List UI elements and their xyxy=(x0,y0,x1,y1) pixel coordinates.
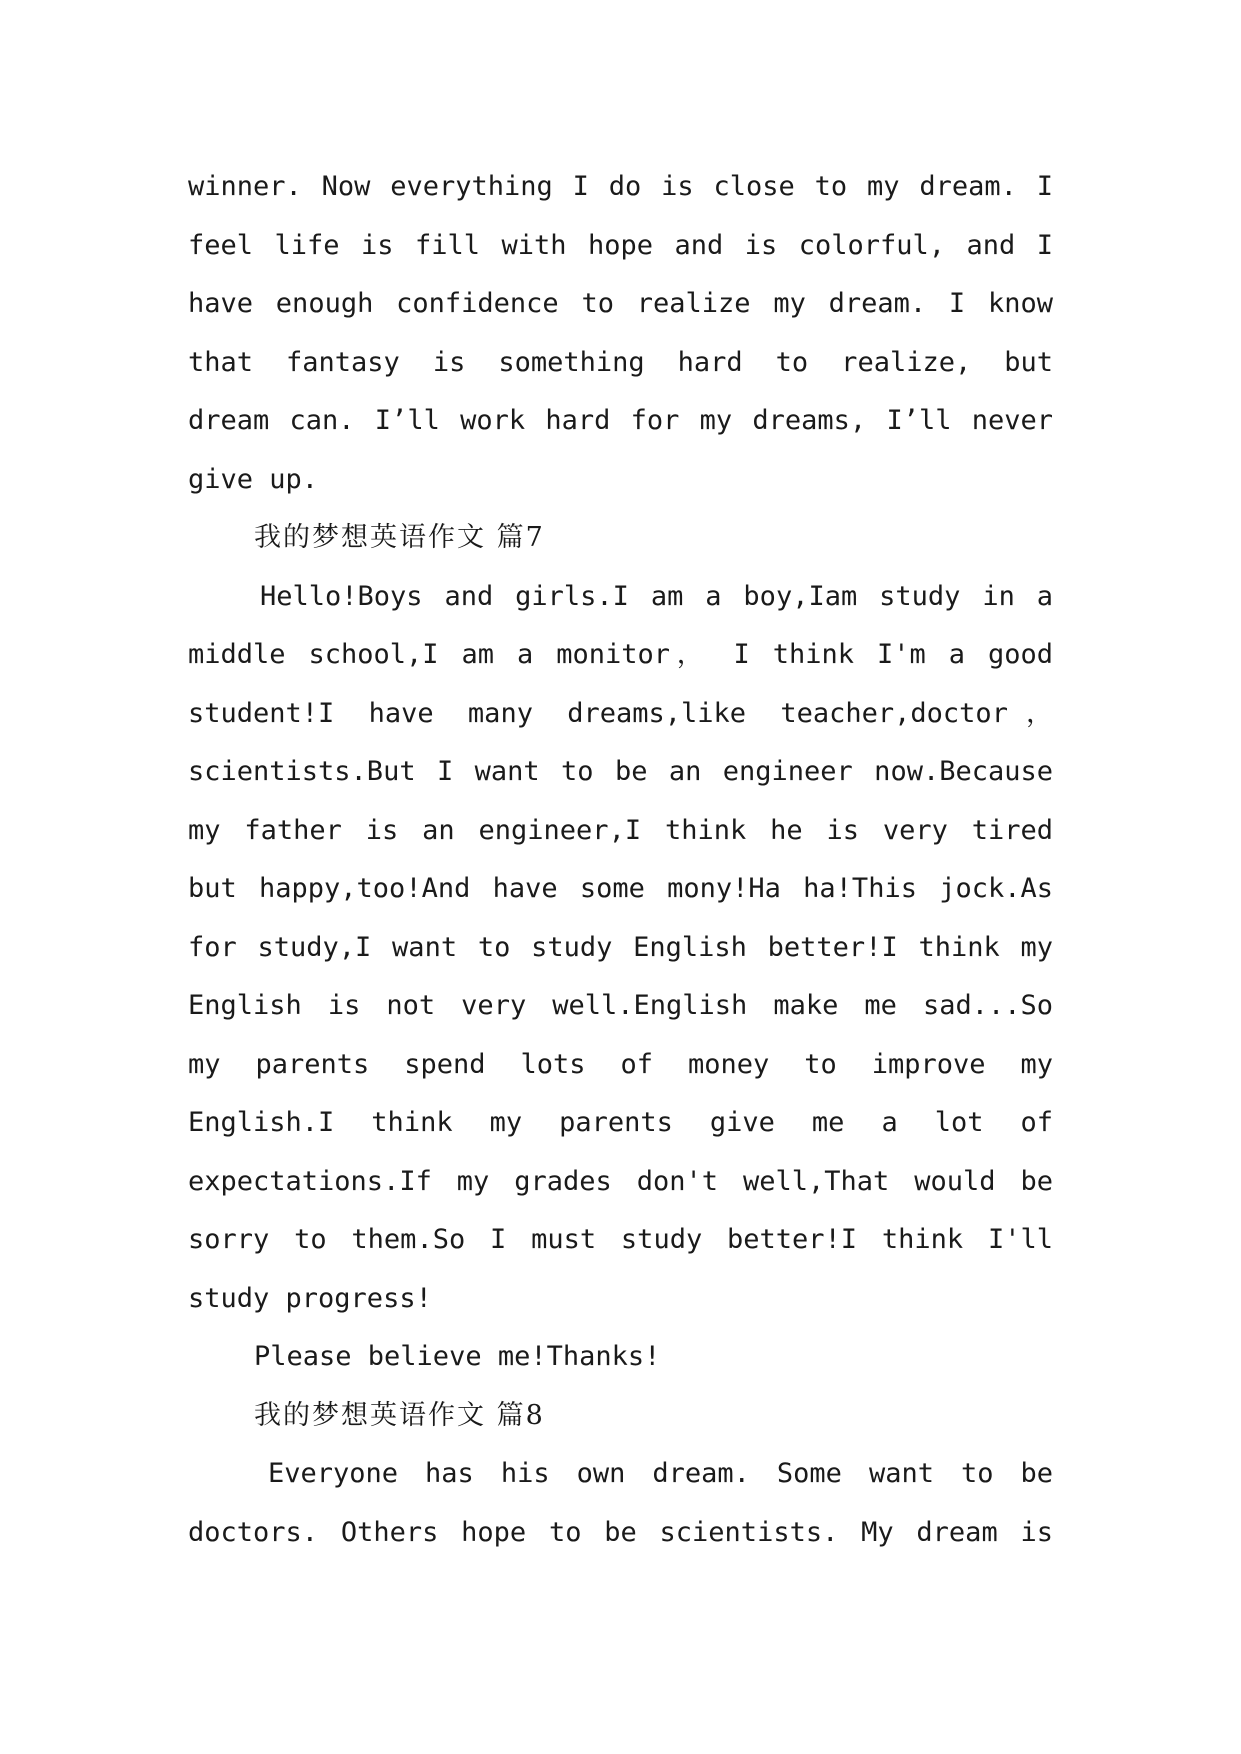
text-line: student!I have many dreams,like teacher,doctor， xyxy=(188,697,1053,729)
text-line: winner. Now everything I do is close to my dream. I xyxy=(188,171,1053,202)
text-line: study progress! xyxy=(188,1282,432,1314)
text-line: but happy,too!And have some mony!Ha ha!This jock.As xyxy=(188,873,1053,904)
section-heading: 我的梦想英语作文 篇8 xyxy=(254,1399,545,1431)
text-line: Please believe me!Thanks! xyxy=(254,1341,661,1372)
text-line: Everyone has his own dream. Some want to be xyxy=(268,1458,1053,1489)
text-line: Hello!Boys and girls.I am a boy,Iam study in a xyxy=(260,580,1053,612)
text-line: expectations.If my grades don't well,That would be xyxy=(188,1165,1053,1197)
text-line: give up. xyxy=(188,463,319,495)
text-line: sorry to them.So I must study better!I think I'll xyxy=(188,1224,1053,1255)
paragraph xyxy=(188,158,1053,509)
text-line: have enough confidence to realize my dream. I know xyxy=(188,288,1053,319)
text-line: feel life is fill with hope and is colorful, and I xyxy=(188,229,1053,261)
paragraph xyxy=(188,1328,1053,1387)
section-heading: 我的梦想英语作文 篇7 xyxy=(254,522,545,553)
text-line: scientists.But I want to be an engineer now.Because xyxy=(188,756,1053,787)
text-line: middle school,I am a monitor， I think I'm a good xyxy=(188,639,1053,670)
text-line: my father is an engineer,I think he is very tired xyxy=(188,814,1053,846)
text-line: doctors. Others hope to be scientists. My dream is xyxy=(188,1516,1053,1548)
text-line: English is not very well.English make me sad...So xyxy=(188,990,1053,1021)
text-line: my parents spend lots of money to improve my xyxy=(188,1048,1053,1080)
paragraph xyxy=(188,568,1053,1329)
text-line: for study,I want to study English better!I think my xyxy=(188,931,1053,963)
text-line: that fantasy is something hard to realize, but xyxy=(188,346,1053,378)
text-line: dream can. I’ll work hard for my dreams, I’ll never xyxy=(188,405,1053,436)
document-page xyxy=(188,158,1053,1562)
paragraph xyxy=(188,1445,1053,1562)
text-line: English.I think my parents give me a lot of xyxy=(188,1107,1053,1138)
